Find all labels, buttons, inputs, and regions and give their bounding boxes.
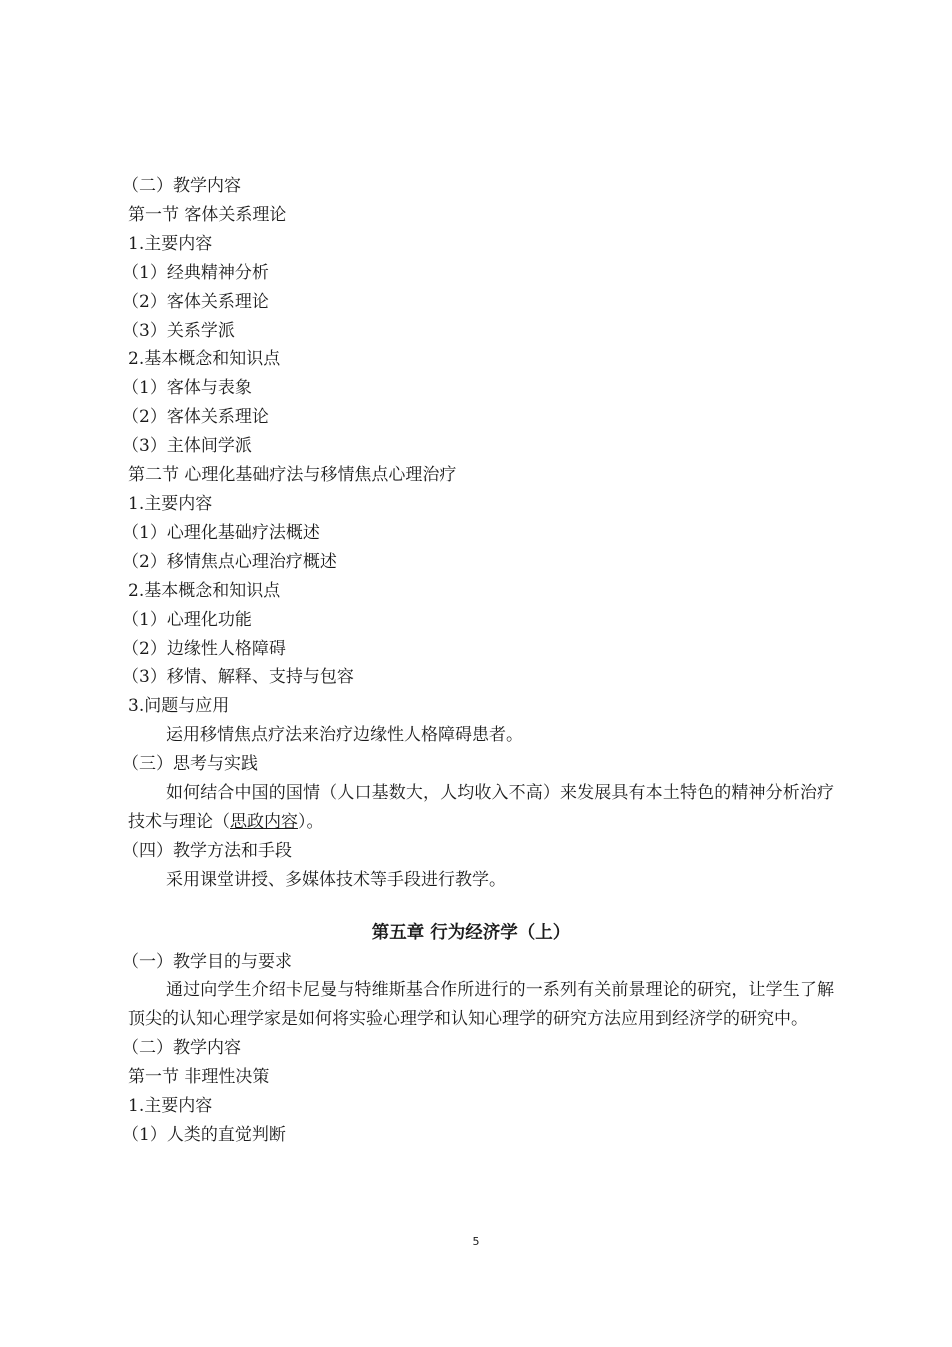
chapter5-content-heading: （二）教学内容 (122, 1038, 241, 1059)
methods-text: 采用课堂讲授、多媒体技术等手段进行教学。 (166, 869, 506, 890)
reflection-text-before: 如何结合中国的国情（人口基数大，人均收入不高）来发展具有本土特色的精神分析治疗技术与理论（ (128, 783, 834, 832)
chapter5-section1-title: 第一节 非理性决策 (128, 1067, 270, 1088)
section-heading-reflection: （三）思考与实践 (122, 754, 258, 775)
section-heading-teaching-content: （二）教学内容 (122, 176, 241, 196)
section2-item-2: （2）移情焦点心理治疗概述 (122, 551, 337, 572)
section1-concepts-heading: 2.基本概念和知识点 (128, 349, 281, 370)
page-number: 5 (472, 1235, 480, 1248)
page-content (122, 172, 834, 1150)
section2-concept-3: （3）移情、解释、支持与包容 (122, 667, 354, 688)
section2-application-heading: 3.问题与应用 (128, 696, 230, 717)
section1-item-3: （3）关系学派 (122, 320, 235, 341)
reflection-paragraph (128, 779, 834, 837)
chapter5-section1-main-content: 1.主要内容 (128, 1096, 213, 1117)
section2-main-content-heading: 1.主要内容 (128, 493, 213, 514)
section1-concept-2: （2）客体关系理论 (122, 407, 269, 428)
reflection-text-after: ）。 (298, 811, 324, 832)
section2-title: 第二节 心理化基础疗法与移情焦点心理治疗 (128, 465, 457, 486)
section-heading-methods: （四）教学方法和手段 (122, 840, 292, 861)
section2-application-text: 运用移情焦点疗法来治疗边缘性人格障碍患者。 (166, 725, 523, 746)
chapter5-objectives-heading: （一）教学目的与要求 (122, 951, 292, 972)
section1-item-1: （1）经典精神分析 (122, 262, 269, 283)
section2-concept-2: （2）边缘性人格障碍 (122, 638, 286, 659)
chapter5-section1-item-1: （1）人类的直觉判断 (122, 1125, 286, 1145)
section2-concept-1: （1）心理化功能 (122, 609, 252, 630)
ideology-content-link: 思政内容 (230, 811, 298, 832)
section1-concept-3: （3）主体间学派 (122, 436, 252, 457)
section1-concept-1: （1）客体与表象 (122, 378, 252, 399)
chapter5-title: 第五章 行为经济学（上） (371, 922, 571, 943)
section1-main-content-heading: 1.主要内容 (128, 233, 213, 254)
section1-item-2: （2）客体关系理论 (122, 291, 269, 312)
chapter5-objectives-text: 通过向学生介绍卡尼曼与特维斯基合作所进行的一系列有关前景理论的研究，让学生了解顶尖的认知心理学家是如何将实验心理学和认知心理学的研究方法应用到经济学的研究中。 (128, 980, 834, 1030)
section2-item-1: （1）心理化基础疗法概述 (122, 522, 320, 543)
section2-concepts-heading: 2.基本概念和知识点 (128, 580, 281, 601)
section1-title: 第一节 客体关系理论 (128, 204, 287, 225)
